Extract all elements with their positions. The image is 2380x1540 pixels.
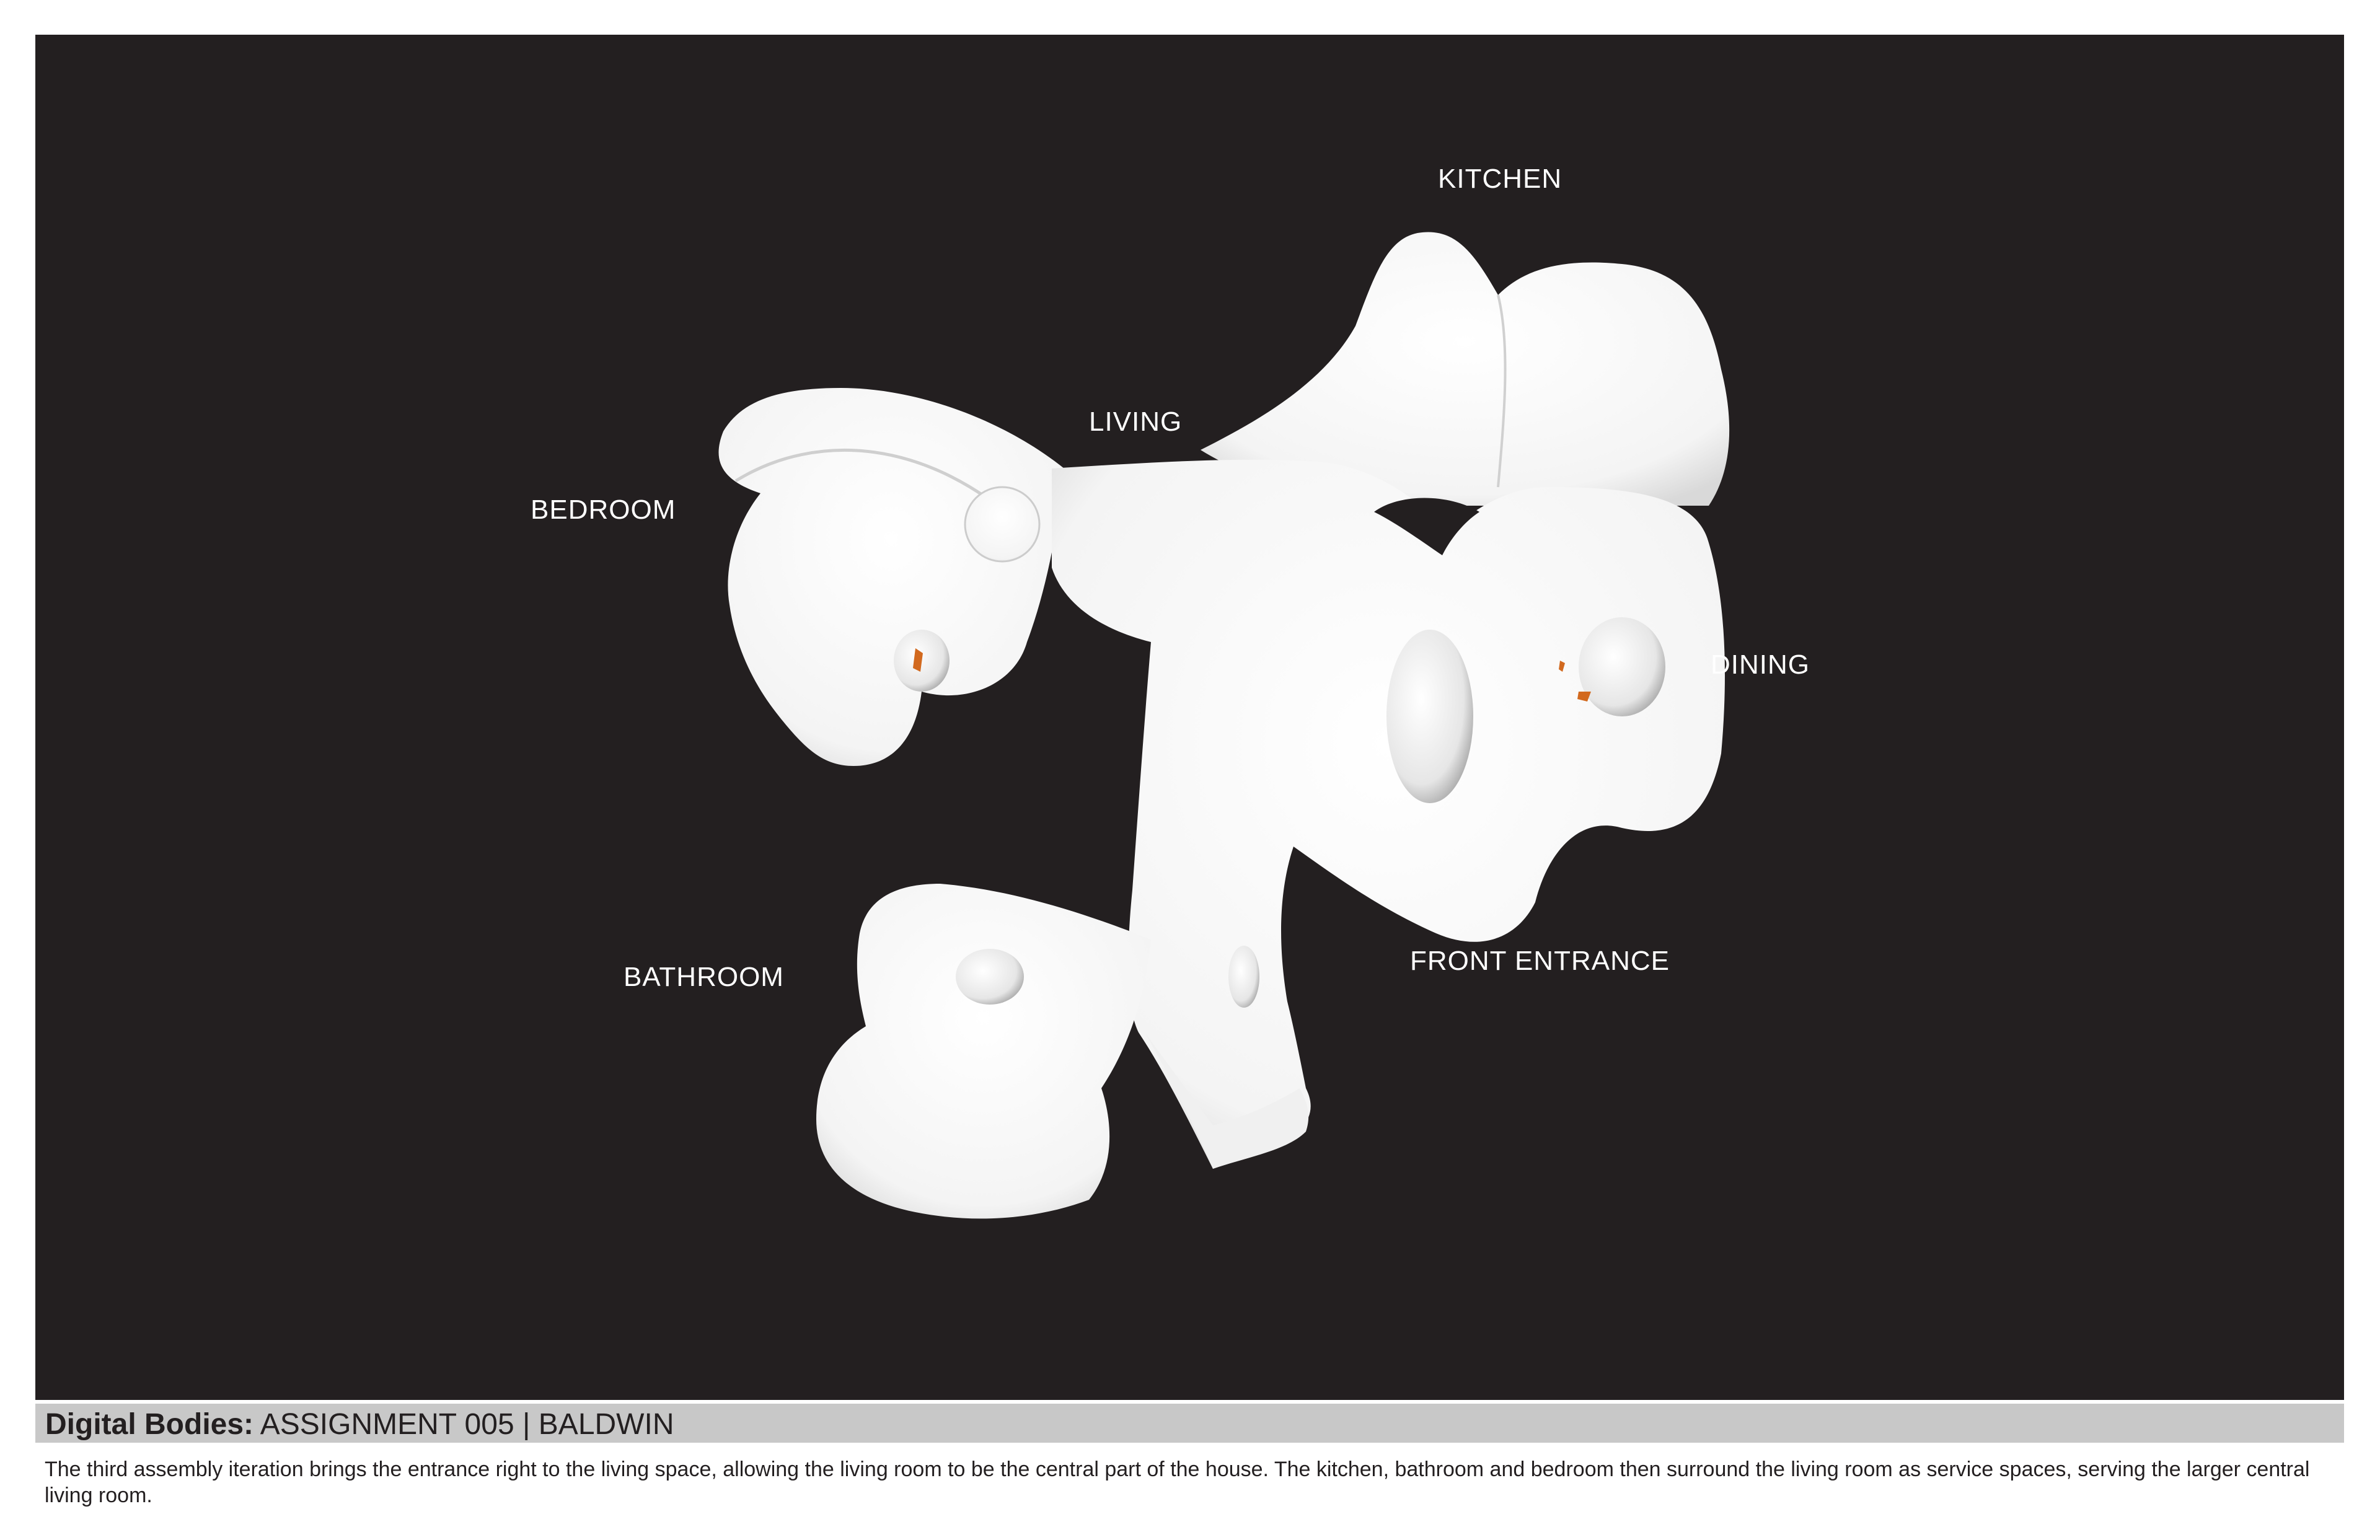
title-assignment: ASSIGNMENT 005 | BALDWIN xyxy=(253,1408,674,1441)
render-panel xyxy=(35,35,2344,1400)
label-bathroom: BATHROOM xyxy=(624,962,784,992)
bathroom-volume xyxy=(816,884,1151,1218)
bathroom-window-recess xyxy=(956,949,1024,1005)
title-bar xyxy=(35,1404,2344,1443)
house-model-render xyxy=(35,35,2344,1400)
entrance-side-recess xyxy=(1228,946,1259,1008)
label-living: LIVING xyxy=(1089,407,1183,437)
title-course: Digital Bodies: xyxy=(45,1408,254,1441)
label-front-entrance: FRONT ENTRANCE xyxy=(1410,946,1670,976)
label-bedroom: BEDROOM xyxy=(531,495,676,525)
label-kitchen: KITCHEN xyxy=(1438,164,1562,194)
living-dining-volume xyxy=(1052,460,1725,1169)
living-window-recess xyxy=(1386,630,1473,803)
title-text xyxy=(45,1407,674,1441)
description-text: The third assembly iteration brings the entrance right to the living space, allowing the living room to be the central part of the house. The kitchen, bathroom and bedroom then surround the living room as service spaces, serving the larger central living room. xyxy=(45,1458,2310,1507)
bedroom-door-knob xyxy=(965,487,1039,561)
label-dining: DINING xyxy=(1711,649,1810,680)
bedroom-volume xyxy=(719,388,1065,766)
dining-window-recess xyxy=(1579,617,1665,716)
